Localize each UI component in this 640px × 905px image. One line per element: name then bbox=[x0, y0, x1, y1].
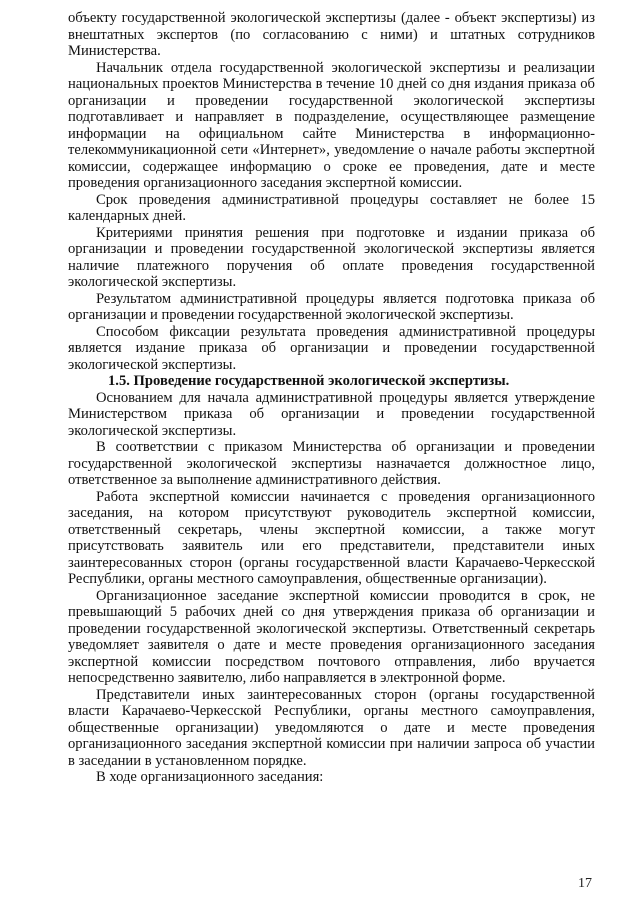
paragraph-6: Способом фиксации результата проведения административной процедуры является издание приказа об организации и проведении государственной экологической экспертизы. bbox=[68, 323, 595, 373]
page-number: 17 bbox=[578, 876, 592, 891]
paragraph-11: Представители иных заинтересованных сторон (органы государственной власти Карачаево-Черкесской Республики, органы местного самоуправления, общественные организации) уведомляются о дате и месте проведения организационного заседания экспертной комиссии при наличии запроса об участии в заседании в установленном порядке. bbox=[68, 686, 595, 769]
paragraph-1: объекту государственной экологической экспертизы (далее - объект экспертизы) из внештатных экспертов (по согласованию с ними) и штатных сотрудников Министерства. bbox=[68, 10, 595, 59]
section-heading: 1.5. Проведение государственной экологической экспертизы. bbox=[108, 373, 510, 389]
paragraph-2: Начальник отдела государственной экологической экспертизы и реализации национальных проектов Министерства в течение 10 дней со дня издания приказа об организации и проведении государственной экологической экспертизы подготавливает и направляет в подразделение, осуществляющее размещение информации на официальном сайте Министерства в информационно-телекоммуникационной сети «Интернет», уведомление о начале работы экспертной комиссии, содержащее информацию о сроке ее проведения, дате и месте проведения организационного заседания экспертной комиссии. bbox=[68, 59, 595, 191]
paragraph-4: Критериями принятия решения при подготовке и издании приказа об организации и проведении государственной экологической экспертизы является наличие платежного поручения об оплате проведения государственной экологической экспертизы. bbox=[68, 224, 595, 290]
paragraph-8: В соответствии с приказом Министерства об организации и проведении государственной экологической экспертизы назначается должностное лицо, ответственное за выполнение административного действия. bbox=[68, 439, 595, 488]
paragraph-12: В ходе организационного заседания: bbox=[96, 769, 324, 785]
paragraph-7: Основанием для начала административной процедуры является утверждение Министерством приказа об организации и проведении государственной экологической экспертизы. bbox=[68, 389, 595, 439]
document-page bbox=[68, 10, 595, 786]
paragraph-10: Организационное заседание экспертной комиссии проводится в срок, не превышающий 5 рабочих дней со дня утверждения приказа об организации и проведении государственной экологической экспертизы. Ответственный секретарь уведомляет заявителя о дате и месте проведения организационного заседания экспертной комиссии посредством почтового отправления, либо вручается непосредственно заявителю, либо направляется в электронной форме. bbox=[68, 587, 595, 686]
paragraph-9: Работа экспертной комиссии начинается с проведения организационного заседания, на котором присутствуют руководитель экспертной комиссии, ответственный секретарь, члены экспертной комиссии, а также могут присутствовать заявитель или его представители, представители иных заинтересованных сторон (органы государственной власти Карачаево-Черкесской Республики, органы местного самоуправления, общественные организации). bbox=[68, 488, 595, 587]
paragraph-5: Результатом административной процедуры является подготовка приказа об организации и проведении государственной экологической экспертизы. bbox=[68, 290, 595, 323]
paragraph-3: Срок проведения административной процедуры составляет не более 15 календарных дней. bbox=[68, 191, 595, 224]
